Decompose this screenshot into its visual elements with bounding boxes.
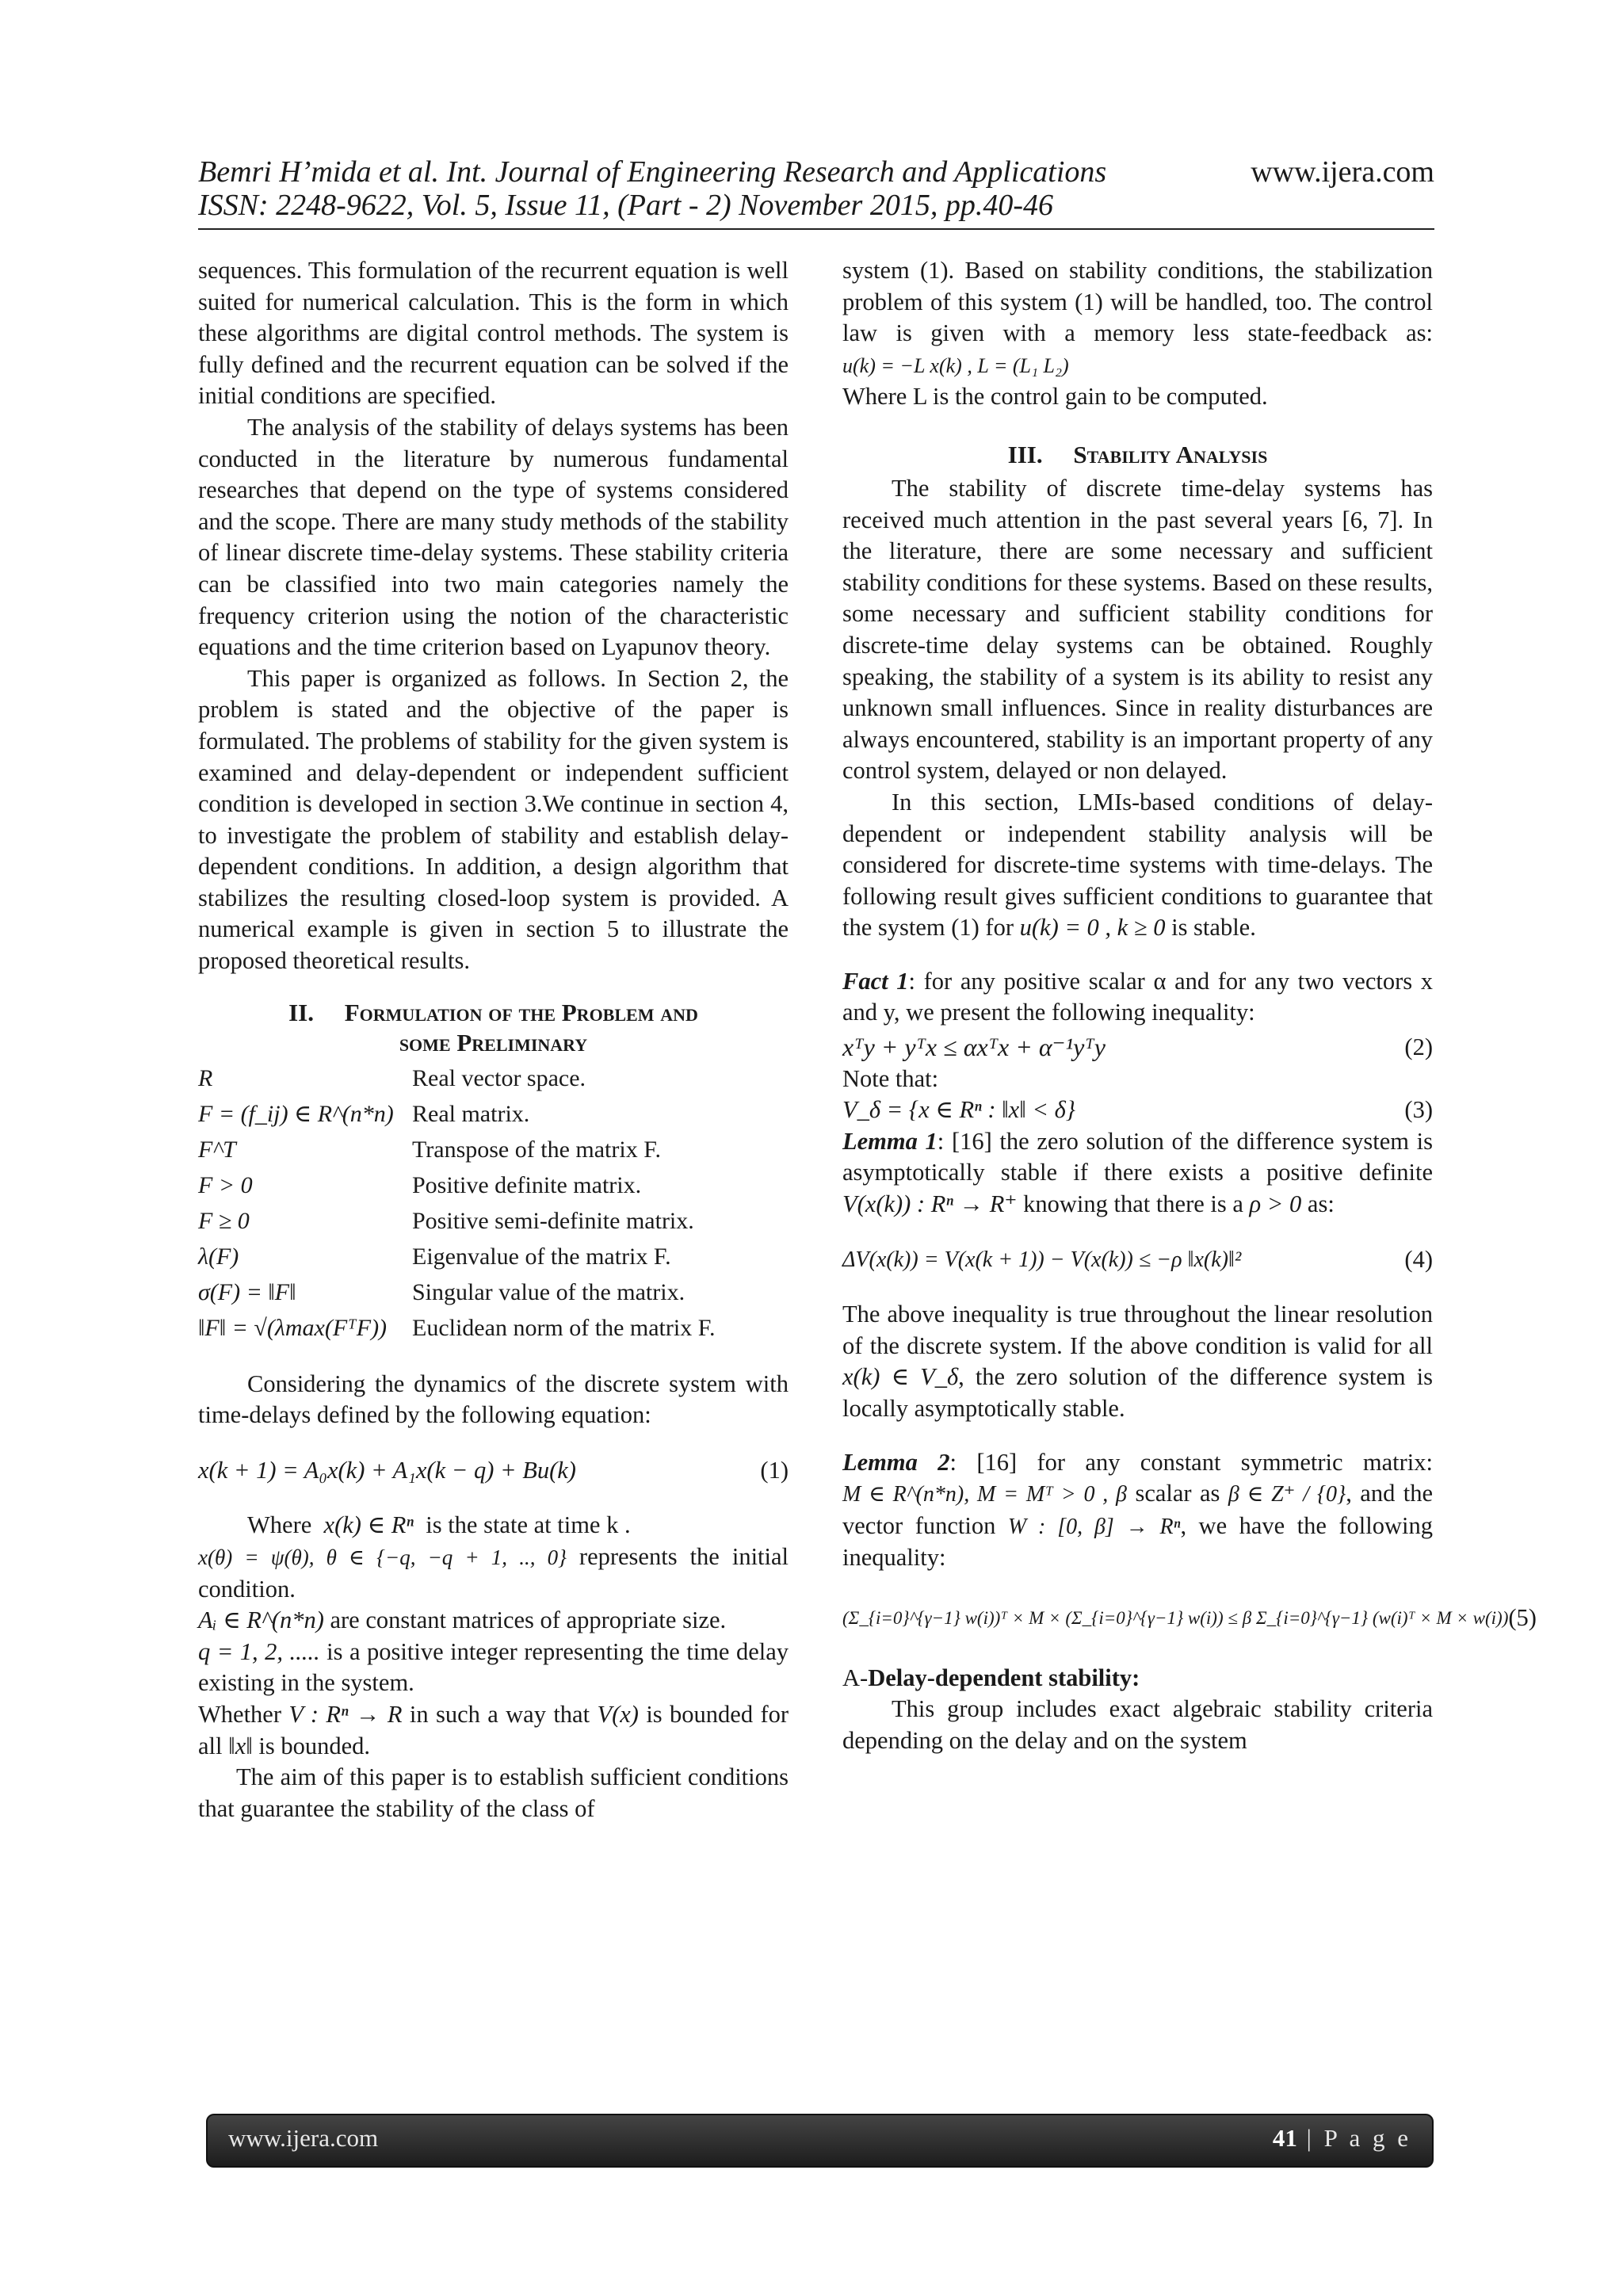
page-footer — [206, 2114, 1434, 2168]
page-number: 41 — [1272, 2124, 1297, 2152]
notation-desc: Real vector space. — [412, 1065, 586, 1092]
equation-3-number: (3) — [1404, 1096, 1433, 1124]
control-gain-note: Where L is the control gain to be computed. — [842, 383, 1268, 411]
q-desc: is a positive integer representing the time delay existing in the system. — [198, 1637, 789, 1697]
section-2-number: II. — [288, 998, 314, 1026]
notation-symbol: σ(F) = ‖F‖ — [198, 1279, 296, 1306]
notation-row — [198, 1240, 789, 1275]
fact-1-label: Fact 1 — [842, 967, 909, 995]
section-2-heading — [198, 998, 789, 1058]
where-state — [198, 1510, 789, 1541]
q-math: q = 1, 2, ..... — [198, 1637, 320, 1665]
v-post: is bounded for all — [198, 1701, 789, 1759]
lemma-1-text-b: knowing that there is a — [1023, 1190, 1243, 1218]
right-column — [842, 255, 1537, 1756]
initial-condition-math: x(θ) = ψ(θ), θ ∈ {−q, −q + 1, .., 0} — [198, 1545, 567, 1570]
left-column — [198, 255, 789, 1824]
notation-desc: Real matrix. — [412, 1101, 530, 1128]
equation-5 — [842, 1603, 1537, 1634]
right-paragraph-3 — [842, 787, 1433, 944]
left-paragraph-1: sequences. This formulation of the recurrent equation is well suited for numerical calculation. This is the form in which these algorithms are digital control methods. The system is fully defined and the recurrent equation can be solved if the initial conditions are specified. — [198, 257, 789, 410]
fact-1 — [842, 966, 1433, 1029]
equation-4 — [842, 1244, 1433, 1276]
notation-row — [198, 1061, 789, 1097]
right-paragraph-4 — [842, 1299, 1433, 1424]
equation-2-number: (2) — [1404, 1033, 1433, 1061]
note-label: Note that: — [842, 1064, 939, 1092]
section-3-number: III. — [1007, 440, 1043, 468]
equation-1 — [198, 1455, 789, 1487]
right-paragraph-4-text-b: , the zero solution of the difference system is locally asymptotically stable. — [842, 1363, 1434, 1422]
section-2-title-line1: Formulation of the Problem and — [344, 998, 698, 1026]
lemma-1-text-c: as: — [1307, 1190, 1335, 1218]
notation-row — [198, 1133, 789, 1168]
notation-symbol: F ≥ 0 — [198, 1208, 250, 1235]
lemma-1 — [842, 1126, 1433, 1221]
notation-desc: Singular value of the matrix. — [412, 1279, 685, 1306]
lemma-2-text: : [16] for any constant symmetric matrix: — [949, 1448, 1433, 1476]
subsection-prefix: A- — [842, 1664, 869, 1691]
ai-desc: are constant matrices of appropriate size. — [330, 1606, 727, 1634]
equation-3-body: V_δ = {x ∈ Rⁿ : ‖x‖ < δ} — [842, 1096, 1075, 1124]
lemma-1-math: V(x(k)) : Rⁿ → R⁺ — [842, 1190, 1018, 1218]
ai-math: Aᵢ ∈ R^(n*n) — [198, 1606, 324, 1634]
matrices-ai — [198, 1605, 789, 1637]
v-end: is bounded. — [258, 1732, 371, 1759]
right-paragraph-5: This group includes exact algebraic stability criteria depending on the delay and on the system — [842, 1695, 1433, 1754]
equation-2 — [842, 1032, 1433, 1064]
right-paragraph-4-math: x(k) ∈ V_δ — [842, 1363, 959, 1391]
fact-1-text: : for any positive scalar α and for any two vectors x and y, we present the following inequality: — [842, 967, 1433, 1026]
subsection-title: Delay-dependent stability: — [868, 1664, 1140, 1691]
notation-symbol: R — [198, 1065, 213, 1092]
header-issn: ISSN: 2248-9622, Vol. 5, Issue 11, (Part - 2) November 2015, pp.40-46 — [198, 189, 1053, 222]
initial-condition-desc: represents the initial condition. — [198, 1543, 789, 1603]
equation-4-body: ΔV(x(k)) = V(x(k + 1)) − V(x(k)) ≤ −ρ ‖x(k)‖² — [842, 1247, 1242, 1272]
left-paragraph-5: The aim of this paper is to establish sufficient conditions that guarantee the stability of the class of — [198, 1763, 789, 1822]
section-3-title: Stability Analysis — [1073, 440, 1268, 468]
notation-table — [198, 1061, 789, 1347]
right-paragraph-1-text: system (1). Based on stability conditions, the stabilization problem of this system (1) will be handled, too. The control law is given with a memory less state-feedback as: — [842, 257, 1433, 347]
right-paragraph-1 — [842, 255, 1433, 381]
right-paragraph-2: The stability of discrete time-delay systems has received much attention in the past several years [6, 7]. In the literature, there are some necessary and sufficient stability conditions for these systems. Based on these results, some necessary and sufficient stability conditions for discrete-time delay systems can be obtained. Roughly speaking, the stability of a system is its ability to resist any unknown small influences. Since in reality disturbances are always encountered, stability is an important property of any control system, delayed or non delayed. — [842, 474, 1433, 785]
equation-2-body: xᵀy + yᵀx ≤ αxᵀx + α⁻¹yᵀy — [842, 1033, 1106, 1062]
left-paragraph-2: The analysis of the stability of delays systems has been conducted in the literature by numerous fundamental researches that depend on the type of systems considered and the scope. There are many study methods of the stability of linear discrete time-delay systems. These stability criteria can be classified into two main categories namely the frequency criterion using the notion of the characteristic equations and the time criterion based on Lyapunov theory. — [198, 413, 789, 661]
page-label: | P a g e — [1296, 2124, 1411, 2152]
notation-desc: Eigenvalue of the matrix F. — [412, 1244, 671, 1270]
notation-symbol: λ(F) — [198, 1244, 239, 1270]
lyapunov-v — [198, 1699, 789, 1762]
lemma-2-and: , and the vector function — [842, 1480, 1434, 1539]
notation-row — [198, 1204, 789, 1240]
equation-1-body: x(k + 1) = A₀x(k) + A₁x(k − q) + Bu(k) — [198, 1456, 576, 1484]
state-desc: is the state at time k . — [426, 1511, 631, 1539]
section-2-title-line2: some Preliminary — [399, 1028, 588, 1056]
notation-desc: Transpose of the matrix F. — [412, 1137, 661, 1163]
lemma-1-text-a: : [16] the zero solution of the difference system is asymptotically stable if there exists a positive definite — [842, 1127, 1433, 1186]
v-mid: in such a way that — [409, 1701, 590, 1728]
section-3-heading — [842, 440, 1433, 470]
header-url[interactable]: www.ijera.com — [1251, 155, 1434, 189]
lemma-2-math3: W : [0, β] → Rⁿ — [1007, 1514, 1181, 1539]
v-pre: Whether — [198, 1701, 281, 1728]
left-paragraph-3: This paper is organized as follows. In Section 2, the problem is stated and the objective of the paper is formulated. The problems of stability for the given system is examined and delay-dependent or independent sufficient condition is developed in section 3.We continue in section 4, to investigate the problem of stability and establish delay-dependent conditions. In addition, a design algorithm that stabilizes the resulting closed-loop system is provided. A numerical example is given in section 5 to illustrate the proposed theoretical results. — [198, 664, 789, 975]
v-math3: ‖x‖ — [228, 1732, 253, 1759]
equation-1-number: (1) — [760, 1456, 789, 1484]
equation-4-number: (4) — [1404, 1245, 1433, 1273]
v-math2: V(x) — [597, 1701, 639, 1728]
equation-3 — [842, 1095, 1433, 1126]
control-law-math: u(k) = −L x(k) , L = (L₁ L₂) — [842, 353, 1069, 377]
notation-desc: Positive definite matrix. — [412, 1172, 642, 1199]
notation-row — [198, 1275, 789, 1311]
state-math: x(k) ∈ Rⁿ — [323, 1511, 414, 1539]
notation-symbol: ‖F‖ = √(λmax(FᵀF)) — [198, 1315, 388, 1342]
notation-symbol: F > 0 — [198, 1172, 253, 1199]
header-citation: Bemri H’mida et al. Int. Journal of Engineering Research and Applications — [198, 155, 1107, 189]
equation-5-number: (5) — [1508, 1603, 1537, 1631]
notation-desc: Euclidean norm of the matrix F. — [412, 1315, 716, 1342]
equation-5-body: (Σ_{i=0}^{γ−1} w(i))ᵀ × M × (Σ_{i=0}^{γ−1} w(i)) ≤ β Σ_{i=0}^{γ−1} (w(i)ᵀ × M × w(i)) — [842, 1607, 1509, 1628]
lemma-2-mid: scalar as — [1135, 1480, 1220, 1507]
footer-page — [1273, 2124, 1411, 2153]
footer-url[interactable]: www.ijera.com — [228, 2124, 379, 2152]
right-paragraph-3-math: u(k) = 0 , k ≥ 0 — [1019, 914, 1166, 942]
header-rule — [198, 228, 1434, 230]
lemma-2-math2: β ∈ Z⁺ / {0} — [1228, 1482, 1346, 1507]
right-paragraph-3-end: is stable. — [1171, 914, 1256, 942]
lemma-1-math2: ρ > 0 — [1249, 1190, 1302, 1218]
lemma-2-math: M ∈ R^(n*n), M = Mᵀ > 0 , β — [842, 1482, 1128, 1507]
notation-row — [198, 1168, 789, 1204]
running-header — [198, 155, 1434, 222]
subsection-heading — [842, 1663, 1433, 1694]
where-label: Where — [247, 1511, 312, 1539]
notation-symbol: F^T — [198, 1137, 236, 1163]
initial-condition — [198, 1541, 789, 1605]
notation-desc: Positive semi-definite matrix. — [412, 1208, 694, 1235]
right-paragraph-4-text-a: The above inequality is true throughout the linear resolution of the discrete system. If the above condition is valid for all — [842, 1301, 1433, 1359]
v-math: V : Rⁿ → R — [288, 1701, 403, 1728]
left-paragraph-4: Considering the dynamics of the discrete system with time-delays defined by the following equation: — [198, 1370, 789, 1429]
lemma-2 — [842, 1447, 1433, 1574]
lemma-2-end: , we have the following inequality: — [842, 1511, 1433, 1572]
right-paragraph-3-text: In this section, LMIs-based conditions of delay-dependent or independent stability analysis will be considered for discrete-time systems with time-delays. The following result gives sufficient conditions to guarantee that the system (1) for — [842, 788, 1433, 942]
lemma-2-label: Lemma 2 — [842, 1448, 950, 1476]
notation-row — [198, 1311, 789, 1347]
notation-symbol: F = (f_ij) ∈ R^(n*n) — [198, 1101, 394, 1128]
lemma-1-label: Lemma 1 — [842, 1127, 938, 1155]
delay-q — [198, 1637, 789, 1699]
notation-row — [198, 1097, 789, 1133]
